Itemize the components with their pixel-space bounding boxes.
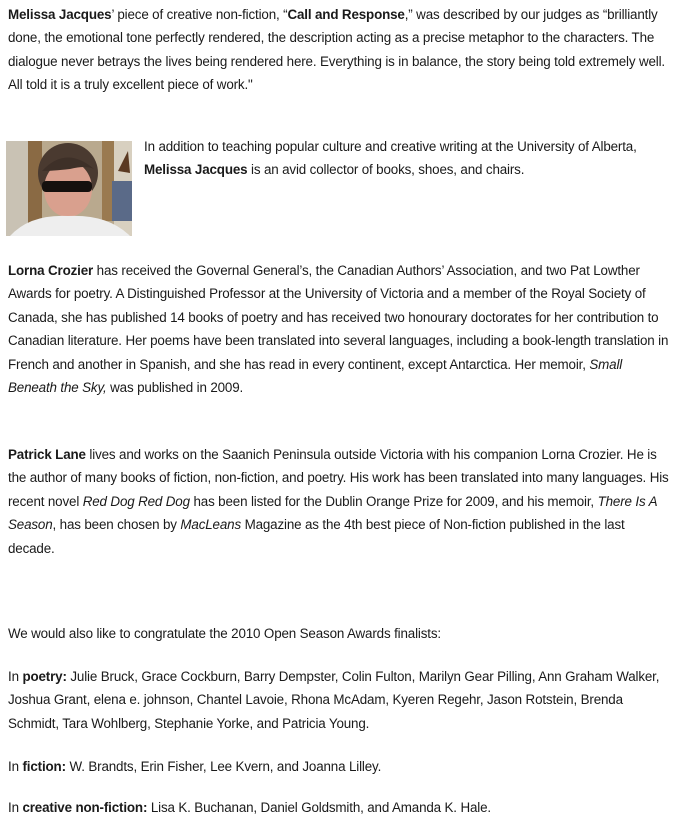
author-name: Melissa Jacques xyxy=(144,162,248,178)
category-label: poetry: xyxy=(22,669,67,684)
author-photo xyxy=(6,141,132,236)
bio-paragraph: In addition to teaching popular culture and creative writing at the University of Alberta, Melissa Jacques is an avid collector of books, shoes, and chairs. xyxy=(144,139,637,178)
memoir-title: There Is A Season xyxy=(8,493,657,533)
category-label: creative non-fiction: xyxy=(22,800,148,815)
judge-name: Patrick Lane xyxy=(8,447,86,462)
category-label: fiction: xyxy=(22,759,66,774)
novel-title: Red Dog Red Dog xyxy=(82,493,190,509)
magazine-title: MacLeans xyxy=(180,517,241,533)
work-title: Call and Response xyxy=(287,7,405,22)
finalists-intro: We would also like to congratulate the 2010 Open Season Awards finalists: xyxy=(8,626,441,641)
book-title: Small Beneath the Sky, xyxy=(8,356,623,396)
intro-paragraph: Melissa Jacques’ piece of creative non-fiction, “Call and Response,” was described by our judges as “brilliantly done, the emotional tone perfectly rendered, the description acting as a precise metaphor to the characters. The dialogue never betrays the lives being rendered here. Everything is in balance, the story being told extremely well. All told it is a truly excellent piece of work." xyxy=(8,7,665,93)
poetry-finalists: In poetry: Julie Bruck, Grace Cockburn, Barry Dempster, Colin Fulton, Marilyn Gear Pilling, Ann Graham Walker, Joshua Grant, elena e. johnson, Chantel Lavoie, Rhona McAdam, Kyeren Regehr, Jason Rotstein, Brenda Schmidt, Tara Wohlberg, Stephanie Yorke, and Patricia Young. xyxy=(8,669,660,731)
crozier-paragraph: Lorna Crozier has received the Governal General’s, the Canadian Authors’ Association, and two Pat Lowther Awards for poetry. A Distinguished Professor at the University of Victoria and a member of the Royal Society of Canada, she has published 14 books of poetry and has received two honourary doctorates for her contribution to Canadian literature. Her poems have been translated into several languages, including a book-length translation in French and another in Spanish, and she has read in every continent, except Antarctica. Her memoir, Small Beneath the Sky, was published in 2009. xyxy=(8,263,669,396)
fiction-finalists: In fiction: W. Brandts, Erin Fisher, Lee Kvern, and Joanna Lilley. xyxy=(8,759,382,774)
cnf-finalists: In creative non-fiction: Lisa K. Buchanan, Daniel Goldsmith, and Amanda K. Hale. xyxy=(8,800,491,815)
author-name: Melissa Jacques xyxy=(8,7,112,22)
judge-name: Lorna Crozier xyxy=(8,263,94,278)
lane-paragraph: Patrick Lane lives and works on the Saanich Peninsula outside Victoria with his companion Lorna Crozier. He is the author of many books of fiction, non-fiction, and poetry. His work has been translated into many languages. His recent novel Red Dog Red Dog has been listed for the Dublin Orange Prize for 2009, and his memoir, There Is A Season, has been chosen by MacLeans Magazine as the 4th best piece of Non-fiction published in the last decade. xyxy=(8,447,669,556)
